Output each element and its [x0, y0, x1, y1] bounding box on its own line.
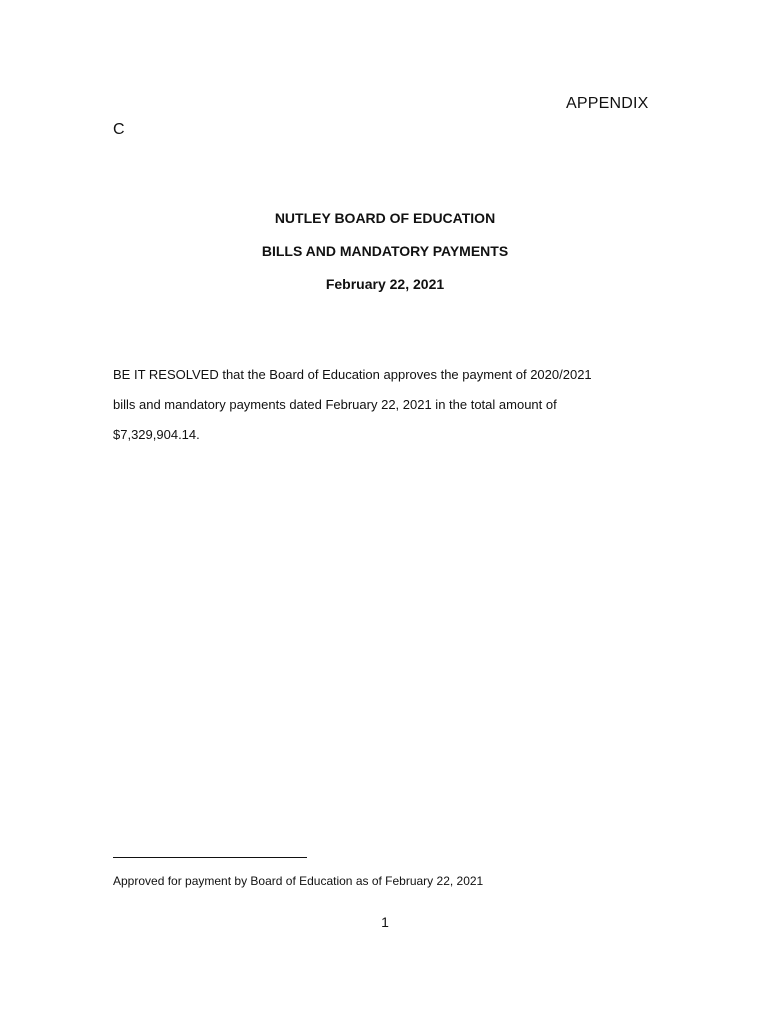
document-subject: BILLS AND MANDATORY PAYMENTS [261, 243, 509, 259]
signature-line [113, 857, 307, 858]
appendix-label: APPENDIX [566, 95, 649, 112]
resolution-line-3: $7,329,904.14. [113, 427, 200, 442]
resolution-line-1: BE IT RESOLVED that the Board of Education approves the payment of 2020/2021 [113, 367, 592, 382]
appendix-letter: C [113, 121, 125, 138]
organization-title: NUTLEY BOARD OF EDUCATION [274, 210, 496, 226]
resolution-line-2: bills and mandatory payments dated February 22, 2021 in the total amount of [113, 397, 557, 412]
page-number: 1 [381, 914, 389, 930]
document-date: February 22, 2021 [325, 276, 445, 292]
approval-note: Approved for payment by Board of Education as of February 22, 2021 [113, 874, 484, 888]
